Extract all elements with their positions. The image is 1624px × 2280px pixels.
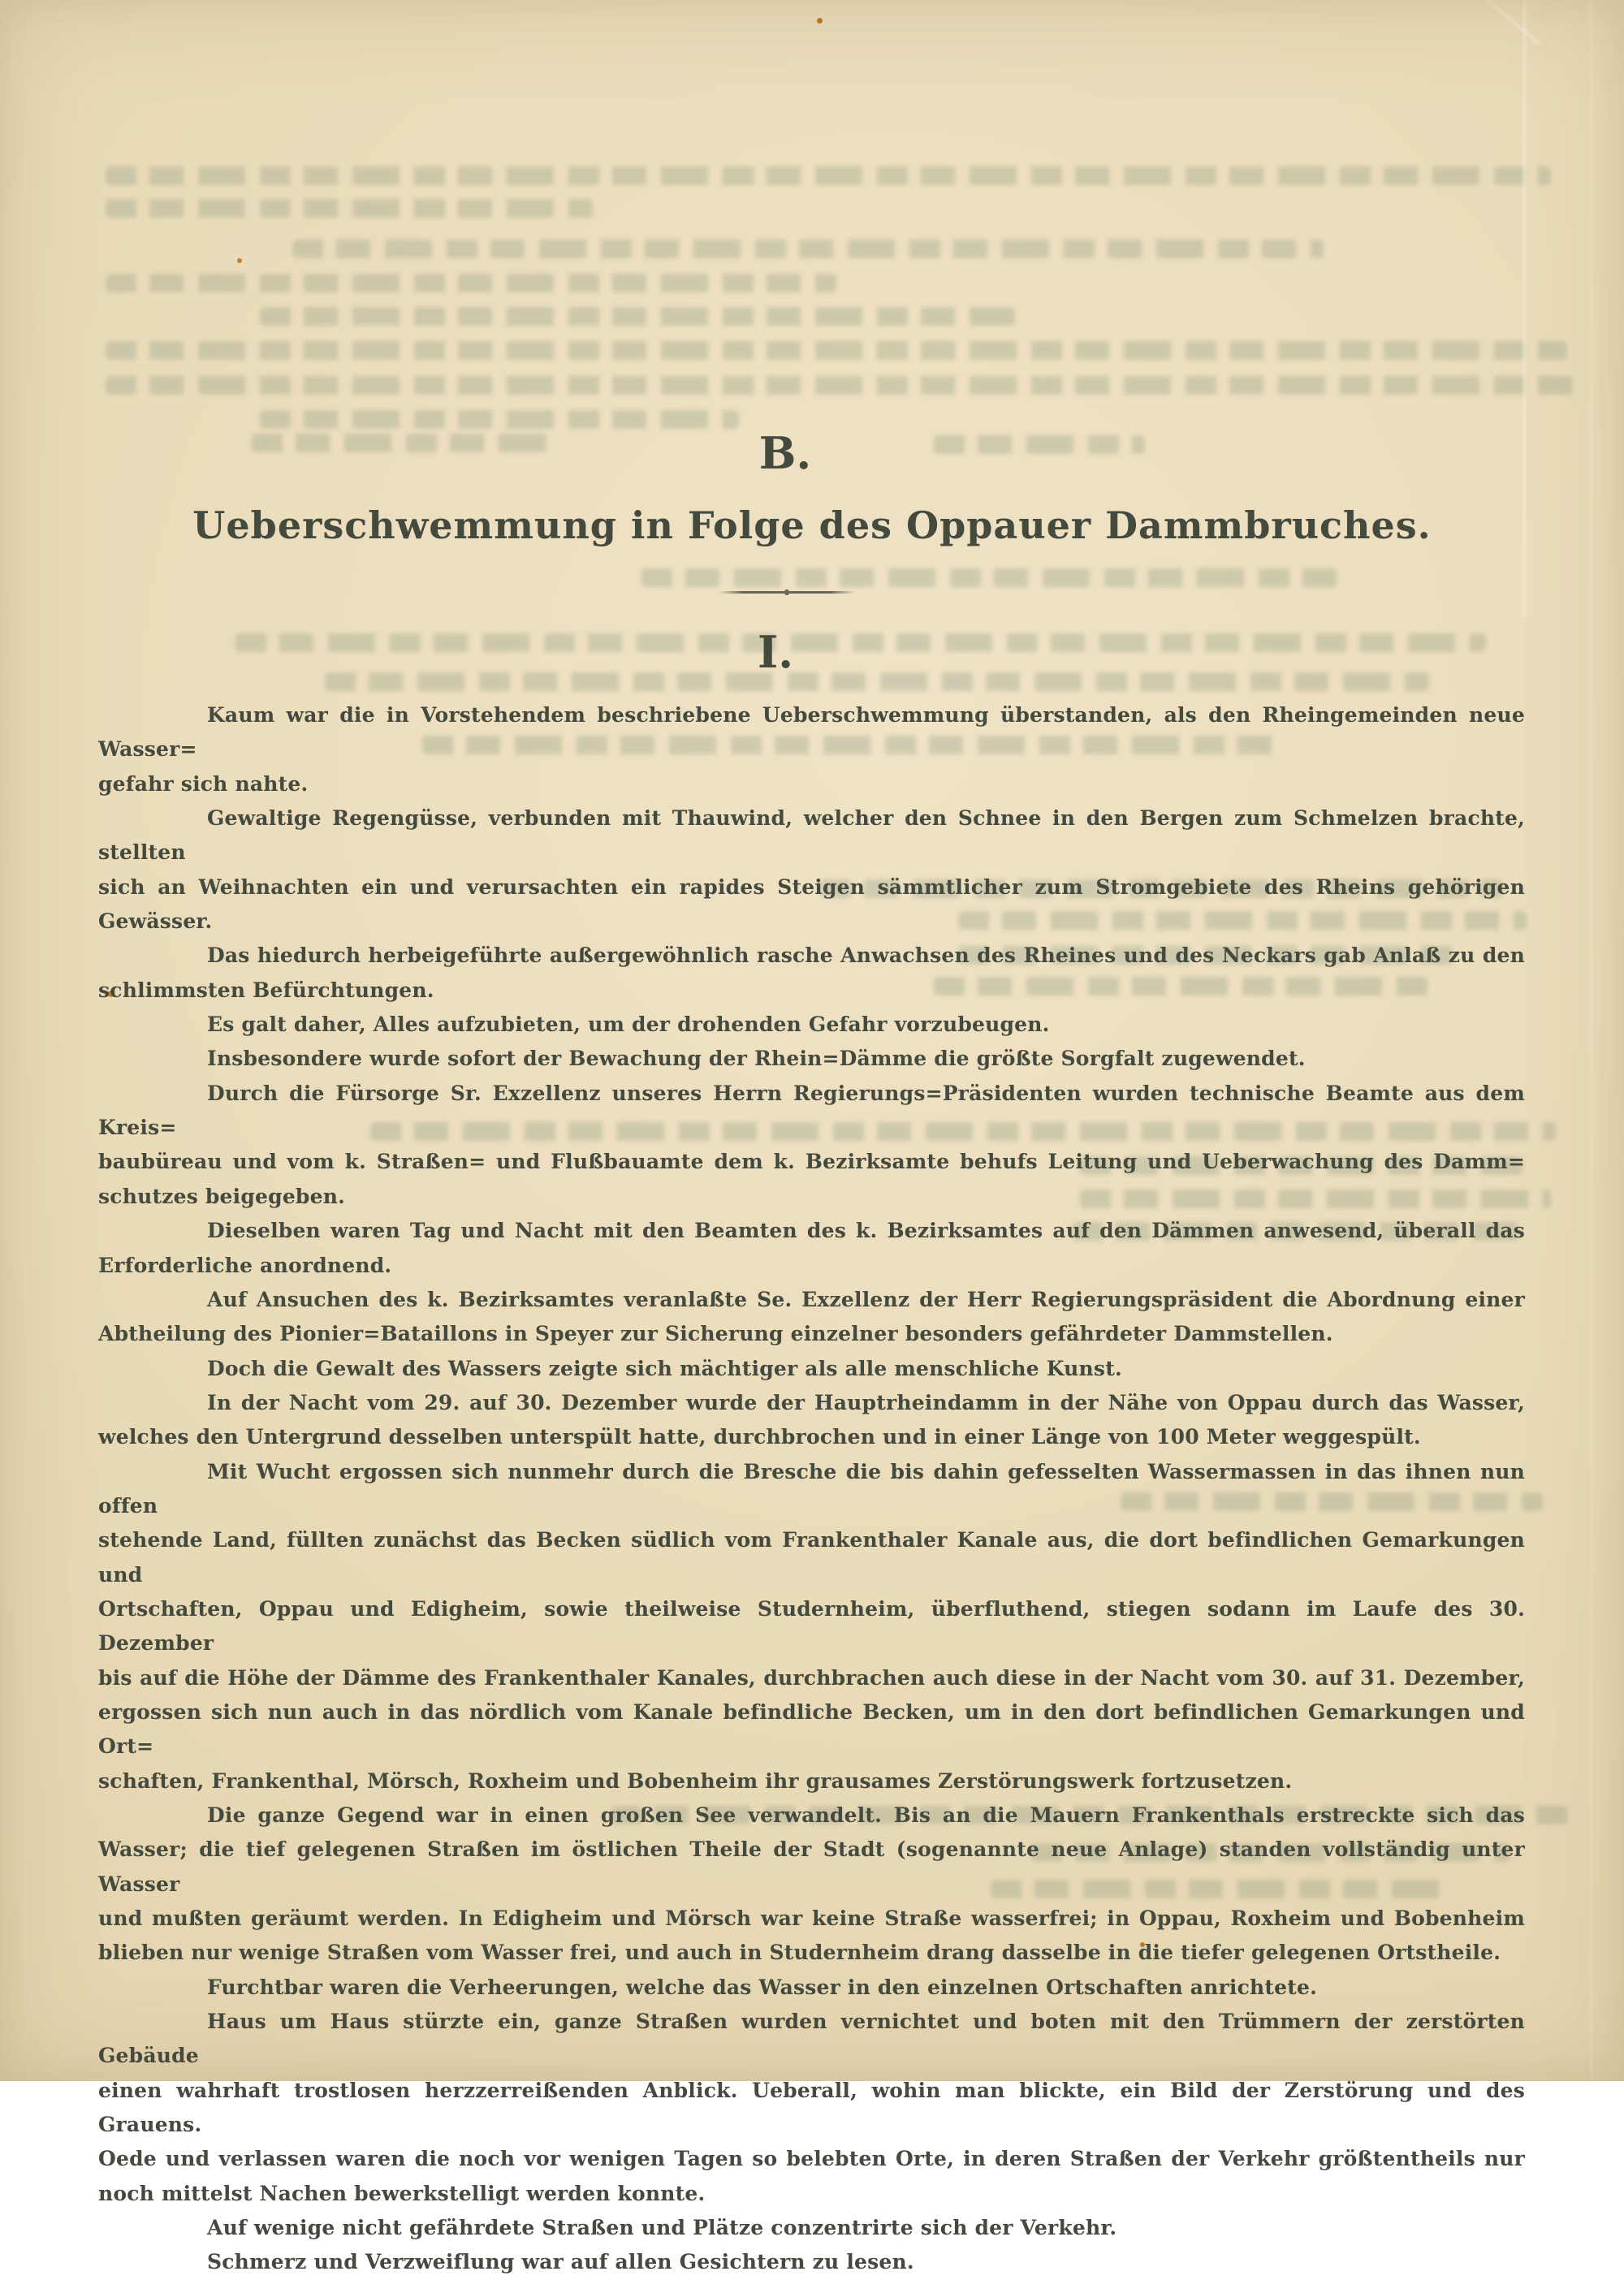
paragraph: [98, 1214, 1525, 1283]
text-line: Auf wenige nicht gefährdete Straßen und Plätze conzentrirte sich der Verkehr.: [207, 2216, 1117, 2240]
text-line: Durch die Fürsorge Sr. Exzellenz unseres Herrn Regierungs=Präsidenten wurden technische Beamte aus dem Kreis=: [98, 1081, 1525, 1140]
text-line: blieben nur wenige Straßen vom Wasser frei, und auch in Studernheim drang dasselbe in die tiefer gelegenen Ortstheile.: [98, 1941, 1501, 1965]
paragraph: [98, 698, 1525, 801]
text-line: noch mittelst Nachen bewerkstelligt werden konnte.: [98, 2181, 706, 2205]
text-line: und mußten geräumt werden. In Edigheim und Mörsch war keine Straße wasserfrei; in Oppau, Roxheim und Bobenheim: [98, 1906, 1525, 1931]
text-line: Abtheilung des Pionier=Bataillons in Speyer zur Sicherung einzelner besonders gefährdeter Dammstellen.: [98, 1322, 1333, 1346]
paragraph: [98, 801, 1525, 939]
paragraph: [98, 1283, 1525, 1352]
paragraph: [98, 2211, 1525, 2245]
text-line: schlimmsten Befürchtungen.: [98, 978, 434, 1002]
text-line: Schmerz und Verzweiflung war auf allen Gesichtern zu lesen.: [207, 2250, 914, 2274]
text-line: baubüreau und vom k. Straßen= und Flußbauamte dem k. Bezirksamte behufs Leitung und Ueberwachung des Damm=: [98, 1150, 1525, 1174]
text-line: Es galt daher, Alles aufzubieten, um der drohenden Gefahr vorzubeugen.: [207, 1013, 1050, 1037]
text-line: gefahr sich nahte.: [98, 771, 309, 796]
paragraph: [98, 1008, 1525, 1042]
text-line: Kaum war die in Vorstehendem beschriebene Ueberschwemmung überstanden, als den Rheingemeinden neue Wasser=: [98, 703, 1525, 762]
divider-rule: [719, 591, 855, 594]
section-letter: B.: [758, 427, 812, 479]
text-line: bis auf die Höhe der Dämme des Frankenthaler Kanales, durchbrachen auch diese in der Nacht vom 30. auf 31. Dezember,: [98, 1665, 1525, 1690]
paragraph: [98, 1077, 1525, 1214]
text-line: Das hiedurch herbeigeführte außergewöhnlich rasche Anwachsen des Rheines und des Neckars gab Anlaß zu den: [207, 944, 1525, 968]
text-line: Erforderliche anordnend.: [98, 1253, 392, 1277]
text-line: Auf Ansuchen des k. Bezirksamtes veranlaßte Se. Exzellenz der Herr Regierungspräsident die Abordnung einer: [207, 1287, 1525, 1311]
text-line: Wasser; die tief gelegenen Straßen im östlichen Theile der Stadt (sogenannte neue Anlage) standen vollständig unter Wasser: [98, 1837, 1525, 1896]
text-line: einen wahrhaft trostlosen herzzerreißenden Anblick. Ueberall, wohin man blickte, ein Bild der Zerstörung und des Grauens.: [98, 2078, 1525, 2137]
text-line: schutzes beigegeben.: [98, 1184, 345, 1208]
text-line: Mit Wucht ergossen sich nunmehr durch die Bresche die bis dahin gefesselten Wassermassen in das ihnen nun offen: [98, 1459, 1525, 1518]
paragraph: [98, 1799, 1525, 1971]
text-line: Doch die Gewalt des Wassers zeigte sich mächtiger als alle menschliche Kunst.: [207, 1356, 1122, 1380]
text-line: ergossen sich nun auch in das nördlich vom Kanale befindliche Becken, um in den dort befindlichen Gemarkungen und Ort=: [98, 1699, 1525, 1759]
paragraph: [98, 1455, 1525, 1799]
text-line: stehende Land, füllten zunächst das Becken südlich vom Frankenthaler Kanale aus, die dort befindlichen Gemarkungen und: [98, 1528, 1525, 1587]
paragraph: [98, 1971, 1525, 2005]
text-line: In der Nacht vom 29. auf 30. Dezember wurde der Hauptrheindamm in der Nähe von Oppau durch das Wasser,: [207, 1390, 1525, 1414]
text-line: welches den Untergrund desselben unterspült hatte, durchbrochen und in einer Länge von 100 Meter weggespült.: [98, 1425, 1421, 1449]
text-line: sich an Weihnachten ein und verursachten ein rapides Steigen sämmtlicher zum Stromgebiete des Rheins gehörigen Gewässer.: [98, 874, 1525, 934]
body-text: [98, 698, 1525, 2280]
text-line: Oede und verlassen waren die noch vor wenigen Tagen so belebten Orte, in deren Straßen der Verkehr größtentheils nur: [98, 2147, 1525, 2171]
paragraph: [98, 2245, 1525, 2279]
text-line: schaften, Frankenthal, Mörsch, Roxheim und Bobenheim ihr grausames Zerstörungswerk fortzusetzen.: [98, 1768, 1293, 1793]
paragraph: [98, 939, 1525, 1008]
text-line: Furchtbar waren die Verheerungen, welche das Wasser in den einzelnen Ortschaften anrichtete.: [207, 1975, 1317, 1999]
text-line: Die ganze Gegend war in einen großen See verwandelt. Bis an die Mauern Frankenthals erstreckte sich das: [207, 1803, 1525, 1827]
paragraph: [98, 2005, 1525, 2211]
paragraph: [98, 1352, 1525, 1386]
chapter-numeral: I.: [757, 626, 794, 678]
paragraph: [98, 1386, 1525, 1455]
paragraph: [98, 1042, 1525, 1076]
text-line: Dieselben waren Tag und Nacht mit den Beamten des k. Bezirksamtes auf den Dämmen anwesend, überall das: [207, 1219, 1525, 1243]
text-line: Gewaltige Regengüsse, verbunden mit Thauwind, welcher den Schnee in den Bergen zum Schmelzen brachte, stellten: [98, 806, 1525, 865]
text-line: Insbesondere wurde sofort der Bewachung der Rhein=Dämme die größte Sorgfalt zugewendet.: [207, 1047, 1306, 1071]
text-line: Ortschaften, Oppau und Edigheim, sowie theilweise Studernheim, überfluthend, stiegen sodann im Laufe des 30. Dezember: [98, 1596, 1525, 1656]
document-title: Ueberschwemmung in Folge des Oppauer Dammbruches.: [192, 503, 1432, 547]
text-line: Haus um Haus stürzte ein, ganze Straßen wurden vernichtet und boten mit den Trümmern der zerstörten Gebäude: [98, 2010, 1525, 2068]
